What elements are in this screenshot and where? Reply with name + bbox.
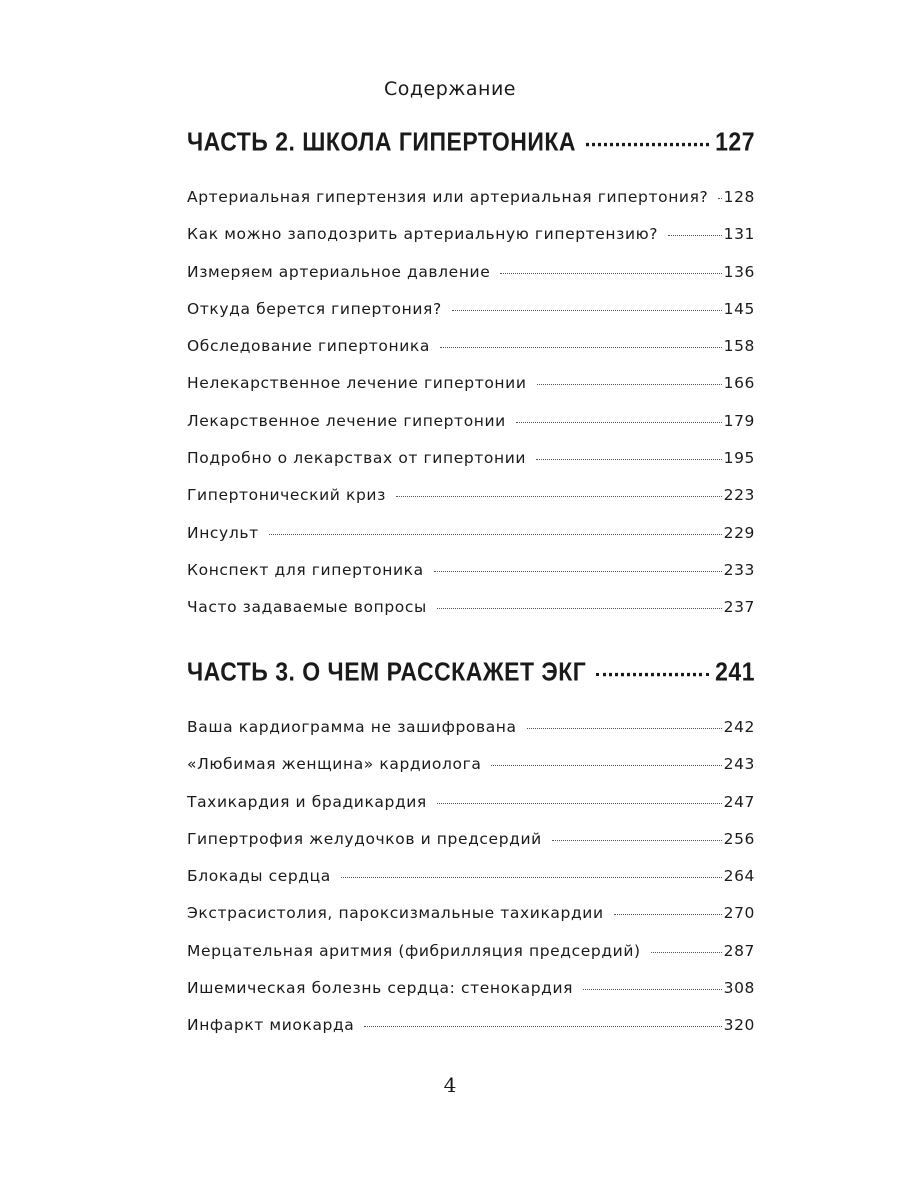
dot-leader — [586, 143, 709, 146]
part-heading[interactable] — [187, 657, 755, 702]
toc-entry[interactable] — [187, 830, 755, 867]
dot-leader — [437, 608, 722, 609]
entry-page-number: 308 — [723, 979, 755, 998]
entry-page-number: 287 — [723, 941, 755, 960]
part-page-number: 241 — [715, 657, 755, 687]
part-title: ЧАСТЬ 3. О ЧЕМ РАССКАЖЕТ ЭКГ — [187, 657, 587, 687]
entry-page-number: 264 — [723, 867, 755, 886]
toc-entry[interactable] — [187, 598, 755, 635]
part-title: ЧАСТЬ 2. ШКОЛА ГИПЕРТОНИКА — [187, 127, 577, 157]
entry-title: Подробно о лекарствах от гипертонии — [187, 449, 527, 468]
dot-leader — [500, 273, 721, 274]
entry-page-number: 136 — [723, 262, 755, 281]
entry-page-number: 128 — [723, 188, 755, 206]
toc-entry[interactable] — [187, 904, 755, 941]
entry-page-number: 320 — [723, 1016, 755, 1035]
page-number: 4 — [443, 1073, 457, 1097]
entry-title: Измеряем артериальное давление — [187, 262, 491, 281]
dot-leader — [364, 1026, 721, 1027]
entry-title: Мерцательная аритмия (фибрилляция предсердий) — [187, 941, 641, 960]
dot-leader — [269, 534, 722, 535]
entry-title: Ваша кардиограмма не зашифрована — [187, 718, 517, 736]
entry-page-number: 166 — [723, 374, 755, 393]
entry-title: Инфаркт миокарда — [187, 1016, 355, 1035]
entry-page-number: 242 — [723, 718, 755, 736]
dot-leader — [596, 673, 709, 676]
entry-page-number: 243 — [723, 755, 755, 774]
toc-entry[interactable] — [187, 718, 755, 755]
toc-entry[interactable] — [187, 486, 755, 523]
entry-title: Гипертонический криз — [187, 486, 386, 505]
entry-page-number: 131 — [723, 225, 755, 244]
toc-entry[interactable] — [187, 412, 755, 449]
part-heading[interactable] — [187, 127, 755, 172]
toc-entry[interactable] — [187, 979, 755, 1016]
dot-leader — [491, 765, 721, 766]
entry-title: Тахикардия и брадикардия — [187, 792, 427, 811]
entry-page-number: 229 — [723, 523, 755, 542]
toc-entry[interactable] — [187, 300, 755, 337]
dot-leader — [396, 496, 722, 497]
toc-entry[interactable] — [187, 867, 755, 904]
dot-leader — [651, 952, 722, 953]
dot-leader — [537, 384, 722, 385]
toc-entry[interactable] — [187, 942, 755, 979]
dot-leader — [516, 422, 722, 423]
toc-part-3 — [187, 657, 755, 1054]
entry-title: Ишемическая болезнь сердца: стенокардия — [187, 979, 574, 998]
part-page-number: 127 — [715, 127, 755, 157]
dot-leader — [536, 459, 722, 460]
toc-entry[interactable] — [187, 561, 755, 598]
entry-page-number: 158 — [723, 337, 755, 356]
entry-title: Инсульт — [187, 523, 259, 542]
toc-entry[interactable] — [187, 337, 755, 374]
entry-page-number: 179 — [723, 411, 755, 430]
entry-title: Нелекарственное лечение гипертонии — [187, 374, 527, 393]
entry-title: Лекарственное лечение гипертонии — [187, 411, 506, 430]
entry-page-number: 256 — [723, 829, 755, 848]
dot-leader — [583, 989, 722, 990]
entry-title: Откуда берется гипертония? — [187, 299, 442, 318]
entry-page-number: 237 — [723, 598, 755, 617]
entry-title: Экстрасистолия, пароксизмальные тахикардии — [187, 904, 604, 923]
entry-page-number: 195 — [723, 449, 755, 468]
running-title: Содержание — [384, 78, 516, 100]
entry-title: Блокады сердца — [187, 867, 331, 886]
dot-leader — [552, 840, 722, 841]
toc-entry[interactable] — [187, 449, 755, 486]
dot-leader — [614, 914, 722, 915]
entry-page-number: 223 — [723, 486, 755, 505]
dot-leader — [437, 803, 722, 804]
entry-page-number: 247 — [723, 792, 755, 811]
toc-entry[interactable] — [187, 374, 755, 411]
toc-entry-list — [187, 718, 755, 1054]
toc-entry[interactable] — [187, 1016, 755, 1053]
toc-entry[interactable] — [187, 793, 755, 830]
entry-title: Часто задаваемые вопросы — [187, 598, 427, 617]
toc-part-2 — [187, 127, 755, 636]
entry-page-number: 233 — [723, 560, 755, 579]
entry-title: Конспект для гипертоника — [187, 560, 424, 579]
dot-leader — [434, 571, 722, 572]
toc-entry[interactable] — [187, 755, 755, 792]
toc-entry[interactable] — [187, 225, 755, 262]
toc-entry-list — [187, 188, 755, 636]
entry-page-number: 145 — [723, 299, 755, 318]
dot-leader — [440, 347, 722, 348]
toc-entry[interactable] — [187, 188, 755, 225]
toc-entry[interactable] — [187, 524, 755, 561]
entry-title: «Любимая женщина» кардиолога — [187, 755, 482, 774]
dot-leader — [527, 728, 722, 729]
dot-leader — [341, 877, 722, 878]
dot-leader — [452, 310, 722, 311]
dot-leader — [668, 235, 721, 236]
dot-leader — [718, 198, 721, 199]
entry-title: Артериальная гипертензия или артериальная гипертония? — [187, 188, 709, 206]
entry-title: Обследование гипертоника — [187, 337, 430, 356]
entry-page-number: 270 — [723, 904, 755, 923]
entry-title: Как можно заподозрить артериальную гипертензию? — [187, 225, 659, 244]
entry-title: Гипертрофия желудочков и предсердий — [187, 829, 542, 848]
toc-entry[interactable] — [187, 263, 755, 300]
